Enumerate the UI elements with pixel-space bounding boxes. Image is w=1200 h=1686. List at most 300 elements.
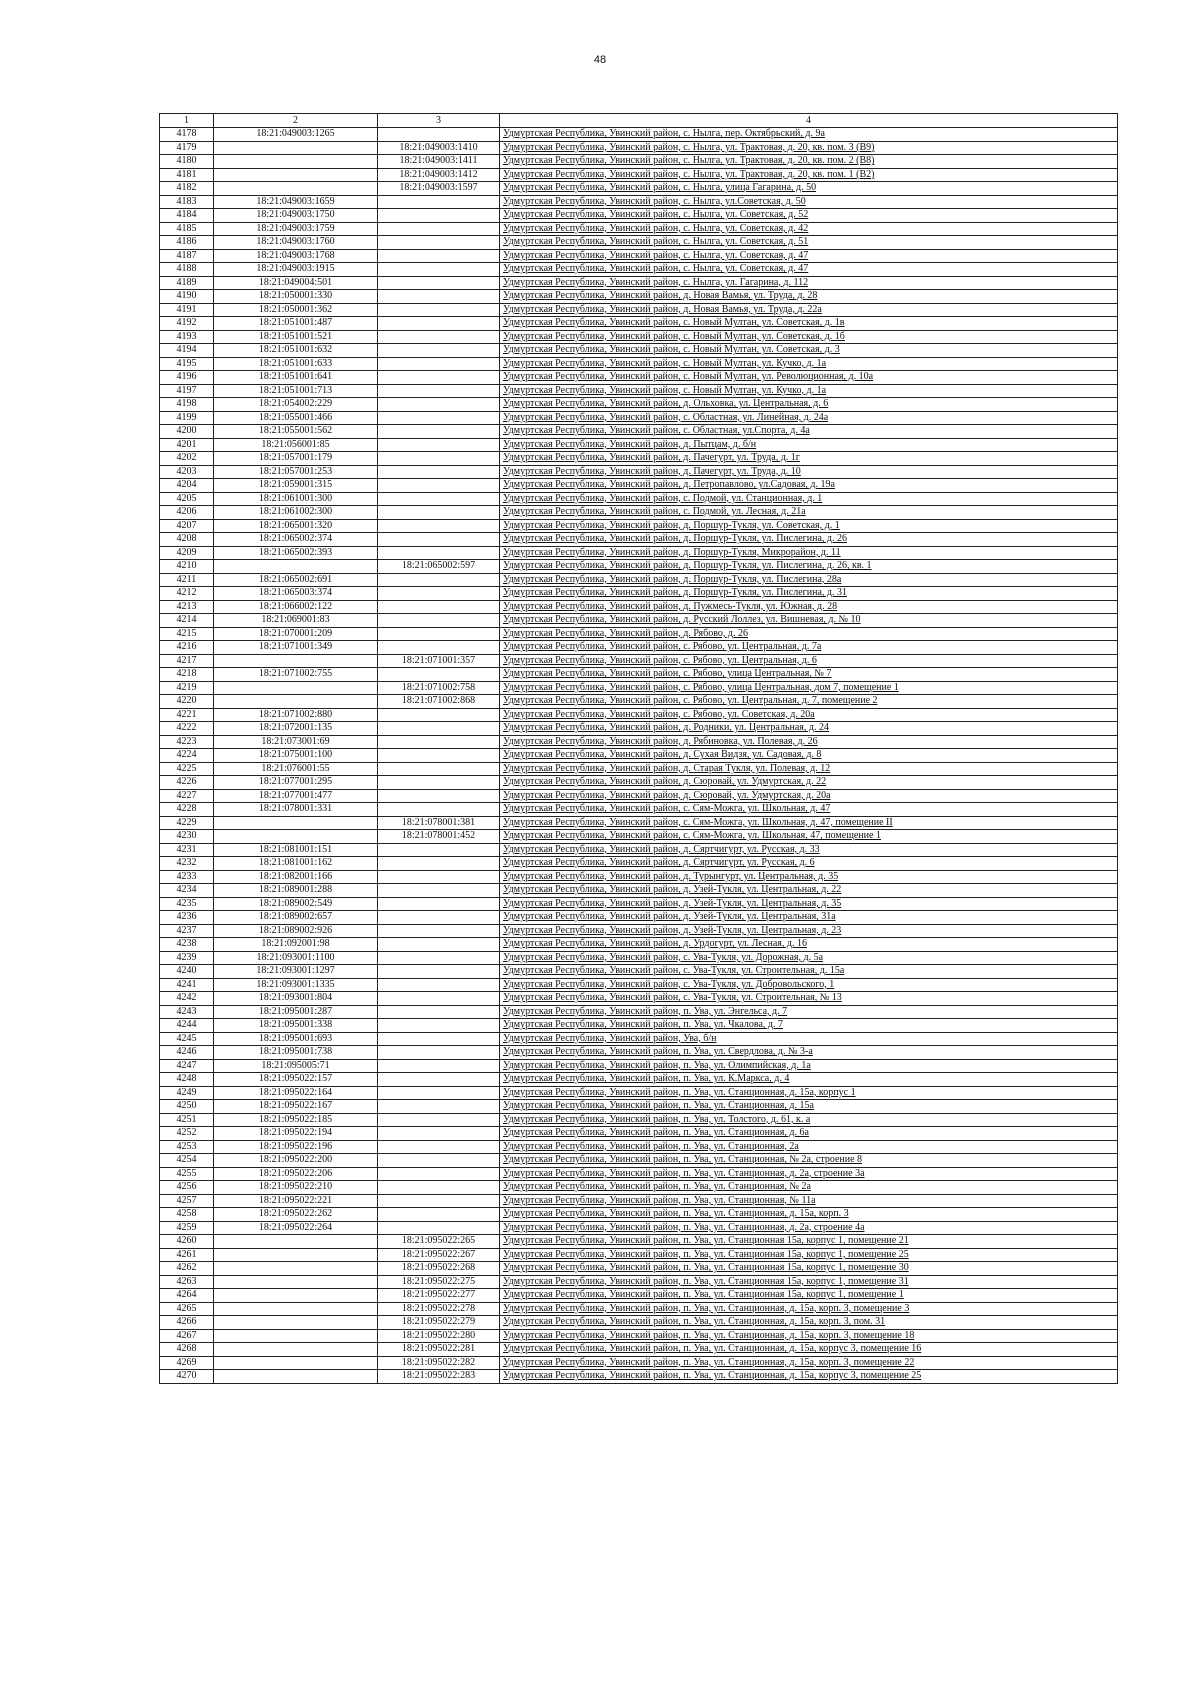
address-cell: Удмуртская Республика, Увинский район, д. Петропавлово, ул.Садовая, д. 19а (500, 479, 1118, 493)
row-number-cell: 4198 (160, 398, 214, 412)
row-number-cell: 4258 (160, 1208, 214, 1222)
table-row (160, 1073, 1118, 1087)
building-cadastral-number-cell: 18:21:071001:357 (378, 654, 500, 668)
address-cell: Удмуртская Республика, Увинский район, с. Ува-Тукля, ул. Дорожная, д. 5а (500, 951, 1118, 965)
land-cadastral-number-cell (214, 560, 378, 574)
land-cadastral-number-cell: 18:21:078001:331 (214, 803, 378, 817)
row-number-cell: 4241 (160, 978, 214, 992)
land-cadastral-number-cell: 18:21:071001:349 (214, 641, 378, 655)
building-cadastral-number-cell (378, 1073, 500, 1087)
address-cell: Удмуртская Республика, Увинский район, с. Сям-Можга, ул. Школьная, 47, помещение 1 (500, 830, 1118, 844)
row-number-cell: 4257 (160, 1194, 214, 1208)
building-cadastral-number-cell (378, 411, 500, 425)
building-cadastral-number-cell (378, 479, 500, 493)
land-cadastral-number-cell: 18:21:095022:185 (214, 1113, 378, 1127)
row-number-cell: 4270 (160, 1370, 214, 1384)
address-cell: Удмуртская Республика, Увинский район, с. Новый Мултан, ул. Советская, д. 1б (500, 330, 1118, 344)
land-cadastral-number-cell: 18:21:095005:71 (214, 1059, 378, 1073)
building-cadastral-number-cell (378, 762, 500, 776)
building-cadastral-number-cell (378, 209, 500, 223)
address-cell: Удмуртская Республика, Увинский район, с. Новый Мултан, ул. Советская, д. 1в (500, 317, 1118, 331)
row-number-cell: 4204 (160, 479, 214, 493)
land-cadastral-number-cell: 18:21:095022:157 (214, 1073, 378, 1087)
table-row (160, 155, 1118, 169)
address-cell: Удмуртская Республика, Увинский район, с. Нылга, ул. Трактовая, д. 20, кв. пом. 1 (В2) (500, 168, 1118, 182)
table-row (160, 857, 1118, 871)
row-number-cell: 4213 (160, 600, 214, 614)
building-cadastral-number-cell (378, 1221, 500, 1235)
table-row (160, 1316, 1118, 1330)
address-cell: Удмуртская Республика, Увинский район, д. Поршур-Тукля, ул. Пислегина, д. 26, кв. 1 (500, 560, 1118, 574)
registry-table (159, 113, 1118, 1384)
land-cadastral-number-cell: 18:21:049003:1760 (214, 236, 378, 250)
building-cadastral-number-cell (378, 290, 500, 304)
land-cadastral-number-cell: 18:21:095022:210 (214, 1181, 378, 1195)
address-cell: Удмуртская Республика, Увинский район, п. Ува, ул. Станционная, д. 15а, корп. 3, пом. 31 (500, 1316, 1118, 1330)
land-cadastral-number-cell: 18:21:065003:374 (214, 587, 378, 601)
building-cadastral-number-cell: 18:21:071002:758 (378, 681, 500, 695)
land-cadastral-number-cell: 18:21:056001:85 (214, 438, 378, 452)
land-cadastral-number-cell: 18:21:095022:196 (214, 1140, 378, 1154)
building-cadastral-number-cell (378, 1100, 500, 1114)
address-cell: Удмуртская Республика, Увинский район, п. Ува, ул. Толстого, д. 61, к. а (500, 1113, 1118, 1127)
table-row (160, 924, 1118, 938)
land-cadastral-number-cell: 18:21:077001:295 (214, 776, 378, 790)
land-cadastral-number-cell: 18:21:061002:300 (214, 506, 378, 520)
land-cadastral-number-cell (214, 1370, 378, 1384)
building-cadastral-number-cell (378, 236, 500, 250)
table-row (160, 344, 1118, 358)
row-number-cell: 4235 (160, 897, 214, 911)
building-cadastral-number-cell (378, 1140, 500, 1154)
table-row (160, 749, 1118, 763)
table-row (160, 546, 1118, 560)
row-number-cell: 4231 (160, 843, 214, 857)
land-cadastral-number-cell: 18:21:095022:164 (214, 1086, 378, 1100)
address-cell: Удмуртская Республика, Увинский район, д. Узей-Тукля, ул. Центральная, д. 35 (500, 897, 1118, 911)
land-cadastral-number-cell: 18:21:093001:1297 (214, 965, 378, 979)
building-cadastral-number-cell (378, 722, 500, 736)
row-number-cell: 4209 (160, 546, 214, 560)
address-cell: Удмуртская Республика, Увинский район, д. Новая Вамья, ул. Труда, д. 28 (500, 290, 1118, 304)
table-row (160, 870, 1118, 884)
row-number-cell: 4202 (160, 452, 214, 466)
table-row (160, 897, 1118, 911)
address-cell: Удмуртская Республика, Увинский район, с. Подмой, ул. Станционная, д. 1 (500, 492, 1118, 506)
land-cadastral-number-cell: 18:21:095022:206 (214, 1167, 378, 1181)
address-cell: Удмуртская Республика, Увинский район, д. Пытцам, д. б/н (500, 438, 1118, 452)
address-cell: Удмуртская Республика, Увинский район, д. Русский Лоллез, ул. Вишневая, д. № 10 (500, 614, 1118, 628)
row-number-cell: 4215 (160, 627, 214, 641)
address-cell: Удмуртская Республика, Увинский район, п. Ува, ул. Станционная, № 2а (500, 1181, 1118, 1195)
row-number-cell: 4229 (160, 816, 214, 830)
land-cadastral-number-cell (214, 654, 378, 668)
table-row (160, 1127, 1118, 1141)
land-cadastral-number-cell: 18:21:049003:1659 (214, 195, 378, 209)
table-row (160, 128, 1118, 142)
building-cadastral-number-cell (378, 398, 500, 412)
land-cadastral-number-cell: 18:21:049003:1759 (214, 222, 378, 236)
row-number-cell: 4269 (160, 1356, 214, 1370)
building-cadastral-number-cell: 18:21:095022:268 (378, 1262, 500, 1276)
row-number-cell: 4220 (160, 695, 214, 709)
building-cadastral-number-cell (378, 1059, 500, 1073)
land-cadastral-number-cell: 18:21:095001:338 (214, 1019, 378, 1033)
row-number-cell: 4182 (160, 182, 214, 196)
address-cell: Удмуртская Республика, Увинский район, п. Ува, ул. Станционная, 2а (500, 1140, 1118, 1154)
row-number-cell: 4222 (160, 722, 214, 736)
row-number-cell: 4185 (160, 222, 214, 236)
table-row (160, 1046, 1118, 1060)
land-cadastral-number-cell: 18:21:089001:288 (214, 884, 378, 898)
building-cadastral-number-cell: 18:21:049003:1597 (378, 182, 500, 196)
land-cadastral-number-cell: 18:21:051001:641 (214, 371, 378, 385)
table-row (160, 1343, 1118, 1357)
land-cadastral-number-cell: 18:21:095022:194 (214, 1127, 378, 1141)
header-row (160, 114, 1118, 128)
row-number-cell: 4205 (160, 492, 214, 506)
row-number-cell: 4207 (160, 519, 214, 533)
table-row (160, 357, 1118, 371)
building-cadastral-number-cell (378, 371, 500, 385)
table-row (160, 492, 1118, 506)
address-cell: Удмуртская Республика, Увинский район, Ува, б/н (500, 1032, 1118, 1046)
row-number-cell: 4187 (160, 249, 214, 263)
address-cell: Удмуртская Республика, Увинский район, д. Рябово, д. 26 (500, 627, 1118, 641)
building-cadastral-number-cell (378, 344, 500, 358)
table-row (160, 843, 1118, 857)
land-cadastral-number-cell: 18:21:057001:179 (214, 452, 378, 466)
building-cadastral-number-cell (378, 1208, 500, 1222)
table-row (160, 978, 1118, 992)
row-number-cell: 4200 (160, 425, 214, 439)
table-row (160, 600, 1118, 614)
building-cadastral-number-cell (378, 276, 500, 290)
building-cadastral-number-cell (378, 1046, 500, 1060)
address-cell: Удмуртская Республика, Увинский район, с. Ува-Тукля, ул. Строительная, № 13 (500, 992, 1118, 1006)
table-row (160, 290, 1118, 304)
address-cell: Удмуртская Республика, Увинский район, п. Ува, ул. Чкалова, д. 7 (500, 1019, 1118, 1033)
building-cadastral-number-cell (378, 317, 500, 331)
building-cadastral-number-cell (378, 465, 500, 479)
address-cell: Удмуртская Республика, Увинский район, д. Пачегурт, ул. Труда, д. 10 (500, 465, 1118, 479)
building-cadastral-number-cell (378, 965, 500, 979)
land-cadastral-number-cell: 18:21:051001:633 (214, 357, 378, 371)
address-cell: Удмуртская Республика, Увинский район, д. Поршур-Тукля, ул. Советская, д. 1 (500, 519, 1118, 533)
address-cell: Удмуртская Республика, Увинский район, д. Ольховка, ул. Центральная, д. 6 (500, 398, 1118, 412)
building-cadastral-number-cell: 18:21:049003:1411 (378, 155, 500, 169)
address-cell: Удмуртская Республика, Увинский район, д. Пачегурт, ул. Труда, д. 1г (500, 452, 1118, 466)
table-row (160, 1167, 1118, 1181)
table-row (160, 533, 1118, 547)
row-number-cell: 4239 (160, 951, 214, 965)
building-cadastral-number-cell (378, 425, 500, 439)
row-number-cell: 4246 (160, 1046, 214, 1060)
land-cadastral-number-cell: 18:21:081001:151 (214, 843, 378, 857)
page-number: 48 (593, 54, 607, 66)
land-cadastral-number-cell: 18:21:077001:477 (214, 789, 378, 803)
building-cadastral-number-cell (378, 641, 500, 655)
table-row (160, 695, 1118, 709)
table-row (160, 992, 1118, 1006)
row-number-cell: 4219 (160, 681, 214, 695)
building-cadastral-number-cell (378, 938, 500, 952)
address-cell: Удмуртская Республика, Увинский район, д. Родники, ул. Центральная, д. 24 (500, 722, 1118, 736)
land-cadastral-number-cell (214, 1316, 378, 1330)
land-cadastral-number-cell (214, 1289, 378, 1303)
table-row (160, 317, 1118, 331)
table-row (160, 1248, 1118, 1262)
land-cadastral-number-cell: 18:21:054002:229 (214, 398, 378, 412)
row-number-cell: 4255 (160, 1167, 214, 1181)
land-cadastral-number-cell: 18:21:049003:1265 (214, 128, 378, 142)
land-cadastral-number-cell: 18:21:093001:1100 (214, 951, 378, 965)
land-cadastral-number-cell (214, 1262, 378, 1276)
building-cadastral-number-cell (378, 870, 500, 884)
building-cadastral-number-cell (378, 128, 500, 142)
land-cadastral-number-cell: 18:21:095022:221 (214, 1194, 378, 1208)
building-cadastral-number-cell (378, 776, 500, 790)
building-cadastral-number-cell: 18:21:095022:278 (378, 1302, 500, 1316)
row-number-cell: 4210 (160, 560, 214, 574)
table-row (160, 1370, 1118, 1384)
table-row (160, 938, 1118, 952)
table-row (160, 789, 1118, 803)
table-row (160, 803, 1118, 817)
building-cadastral-number-cell: 18:21:095022:281 (378, 1343, 500, 1357)
row-number-cell: 4244 (160, 1019, 214, 1033)
address-cell: Удмуртская Республика, Увинский район, с. Новый Мултан, ул. Советская, д. 3 (500, 344, 1118, 358)
land-cadastral-number-cell: 18:21:061001:300 (214, 492, 378, 506)
address-cell: Удмуртская Республика, Увинский район, с. Нылга, ул. Советская, д. 52 (500, 209, 1118, 223)
land-cadastral-number-cell: 18:21:073001:69 (214, 735, 378, 749)
land-cadastral-number-cell (214, 1235, 378, 1249)
table-row (160, 398, 1118, 412)
building-cadastral-number-cell (378, 1113, 500, 1127)
address-cell: Удмуртская Республика, Увинский район, д. Поршур-Тукля, ул. Пислегина, д. 26 (500, 533, 1118, 547)
table-row (160, 195, 1118, 209)
building-cadastral-number-cell: 18:21:065002:597 (378, 560, 500, 574)
table-row (160, 884, 1118, 898)
address-cell: Удмуртская Республика, Увинский район, п. Ува, ул. К.Маркса, д. 4 (500, 1073, 1118, 1087)
table-row (160, 1181, 1118, 1195)
land-cadastral-number-cell (214, 1356, 378, 1370)
row-number-cell: 4263 (160, 1275, 214, 1289)
row-number-cell: 4194 (160, 344, 214, 358)
land-cadastral-number-cell: 18:21:049004:501 (214, 276, 378, 290)
address-cell: Удмуртская Республика, Увинский район, п. Ува, ул. Станционная, № 2а, строение 8 (500, 1154, 1118, 1168)
row-number-cell: 4261 (160, 1248, 214, 1262)
building-cadastral-number-cell (378, 195, 500, 209)
column-header-3: 3 (378, 114, 500, 128)
table-row (160, 222, 1118, 236)
building-cadastral-number-cell (378, 519, 500, 533)
address-cell: Удмуртская Республика, Увинский район, с. Нылга, ул. Советская, д. 42 (500, 222, 1118, 236)
table-row (160, 1140, 1118, 1154)
address-cell: Удмуртская Республика, Увинский район, п. Ува, ул. Станционная, д. 15а, корпус 3, помещение 25 (500, 1370, 1118, 1384)
building-cadastral-number-cell (378, 1032, 500, 1046)
address-cell: Удмуртская Республика, Увинский район, п. Ува, ул. Станционная, д. 15а, корп. 3, помещение 3 (500, 1302, 1118, 1316)
row-number-cell: 4183 (160, 195, 214, 209)
table-row (160, 411, 1118, 425)
table-row (160, 168, 1118, 182)
row-number-cell: 4259 (160, 1221, 214, 1235)
building-cadastral-number-cell: 18:21:095022:280 (378, 1329, 500, 1343)
table-row (160, 681, 1118, 695)
building-cadastral-number-cell: 18:21:095022:277 (378, 1289, 500, 1303)
land-cadastral-number-cell (214, 155, 378, 169)
row-number-cell: 4251 (160, 1113, 214, 1127)
row-number-cell: 4250 (160, 1100, 214, 1114)
building-cadastral-number-cell (378, 1167, 500, 1181)
building-cadastral-number-cell: 18:21:095022:282 (378, 1356, 500, 1370)
table-row (160, 708, 1118, 722)
address-cell: Удмуртская Республика, Увинский район, с. Рябово, ул. Центральная, д. 7а (500, 641, 1118, 655)
row-number-cell: 4248 (160, 1073, 214, 1087)
column-header-2: 2 (214, 114, 378, 128)
row-number-cell: 4252 (160, 1127, 214, 1141)
building-cadastral-number-cell (378, 330, 500, 344)
land-cadastral-number-cell: 18:21:095022:262 (214, 1208, 378, 1222)
building-cadastral-number-cell (378, 1127, 500, 1141)
land-cadastral-number-cell: 18:21:049003:1768 (214, 249, 378, 263)
land-cadastral-number-cell: 18:21:095001:738 (214, 1046, 378, 1060)
table-row (160, 1086, 1118, 1100)
building-cadastral-number-cell (378, 249, 500, 263)
building-cadastral-number-cell (378, 452, 500, 466)
address-cell: Удмуртская Республика, Увинский район, с. Нылга, улица Гагарина, д. 50 (500, 182, 1118, 196)
address-cell: Удмуртская Республика, Увинский район, с. Нылга, ул. Гагарина, д. 112 (500, 276, 1118, 290)
row-number-cell: 4242 (160, 992, 214, 1006)
building-cadastral-number-cell: 18:21:095022:275 (378, 1275, 500, 1289)
table-row (160, 263, 1118, 277)
table-row (160, 371, 1118, 385)
land-cadastral-number-cell: 18:21:065002:691 (214, 573, 378, 587)
address-cell: Удмуртская Республика, Увинский район, п. Ува, ул. Олимпийская, д. 1а (500, 1059, 1118, 1073)
address-cell: Удмуртская Республика, Увинский район, с. Нылга, пер. Октябрьский, д. 9а (500, 128, 1118, 142)
address-cell: Удмуртская Республика, Увинский район, с. Нылга, ул. Советская, д. 47 (500, 249, 1118, 263)
land-cadastral-number-cell (214, 830, 378, 844)
row-number-cell: 4186 (160, 236, 214, 250)
row-number-cell: 4265 (160, 1302, 214, 1316)
building-cadastral-number-cell (378, 573, 500, 587)
building-cadastral-number-cell (378, 506, 500, 520)
building-cadastral-number-cell (378, 614, 500, 628)
table-row (160, 614, 1118, 628)
row-number-cell: 4217 (160, 654, 214, 668)
building-cadastral-number-cell (378, 627, 500, 641)
address-cell: Удмуртская Республика, Увинский район, с. Новый Мултан, ул. Кучко, д. 1а (500, 357, 1118, 371)
address-cell: Удмуртская Республика, Увинский район, д. Сухая Видзя, ул. Садовая, д. 8 (500, 749, 1118, 763)
table-row (160, 1275, 1118, 1289)
building-cadastral-number-cell (378, 384, 500, 398)
address-cell: Удмуртская Республика, Увинский район, с. Сям-Можга, ул. Школьная, д. 47, помещение II (500, 816, 1118, 830)
building-cadastral-number-cell: 18:21:078001:381 (378, 816, 500, 830)
table-row (160, 1289, 1118, 1303)
address-cell: Удмуртская Республика, Увинский район, с. Нылга, ул. Трактовая, д. 20, кв. пом. 2 (В8) (500, 155, 1118, 169)
table-row (160, 1005, 1118, 1019)
address-cell: Удмуртская Республика, Увинский район, д. Новая Вамья, ул. Труда, д. 22а (500, 303, 1118, 317)
row-number-cell: 4195 (160, 357, 214, 371)
land-cadastral-number-cell (214, 182, 378, 196)
row-number-cell: 4240 (160, 965, 214, 979)
building-cadastral-number-cell (378, 978, 500, 992)
building-cadastral-number-cell: 18:21:095022:279 (378, 1316, 500, 1330)
land-cadastral-number-cell: 18:21:093001:1335 (214, 978, 378, 992)
address-cell: Удмуртская Республика, Увинский район, п. Ува, ул. Станционная, № 11а (500, 1194, 1118, 1208)
address-cell: Удмуртская Республика, Увинский район, с. Нылга, ул. Советская, д. 47 (500, 263, 1118, 277)
table-row (160, 1154, 1118, 1168)
table-row (160, 330, 1118, 344)
building-cadastral-number-cell (378, 843, 500, 857)
land-cadastral-number-cell: 18:21:089002:926 (214, 924, 378, 938)
land-cadastral-number-cell (214, 695, 378, 709)
address-cell: Удмуртская Республика, Увинский район, с. Нылга, ул. Трактовая, д. 20, кв. пом. 3 (В9) (500, 141, 1118, 155)
table-row (160, 1194, 1118, 1208)
land-cadastral-number-cell (214, 1275, 378, 1289)
table-row (160, 438, 1118, 452)
table-row (160, 425, 1118, 439)
building-cadastral-number-cell: 18:21:078001:452 (378, 830, 500, 844)
land-cadastral-number-cell (214, 1343, 378, 1357)
address-cell: Удмуртская Республика, Увинский район, с. Нылга, ул. Советская, д. 51 (500, 236, 1118, 250)
land-cadastral-number-cell: 18:21:050001:362 (214, 303, 378, 317)
table-row (160, 276, 1118, 290)
building-cadastral-number-cell: 18:21:071002:868 (378, 695, 500, 709)
table-row (160, 830, 1118, 844)
table-row (160, 560, 1118, 574)
land-cadastral-number-cell: 18:21:069001:83 (214, 614, 378, 628)
building-cadastral-number-cell (378, 1019, 500, 1033)
table-row (160, 735, 1118, 749)
land-cadastral-number-cell: 18:21:059001:315 (214, 479, 378, 493)
land-cadastral-number-cell: 18:21:095001:287 (214, 1005, 378, 1019)
table-row (160, 573, 1118, 587)
land-cadastral-number-cell: 18:21:092001:98 (214, 938, 378, 952)
building-cadastral-number-cell (378, 992, 500, 1006)
table-row (160, 1262, 1118, 1276)
address-cell: Удмуртская Республика, Увинский район, п. Ува, ул. Энгельса, д. 7 (500, 1005, 1118, 1019)
table-row (160, 911, 1118, 925)
land-cadastral-number-cell: 18:21:072001:135 (214, 722, 378, 736)
table-row (160, 384, 1118, 398)
table-row (160, 506, 1118, 520)
table-row (160, 182, 1118, 196)
land-cadastral-number-cell (214, 168, 378, 182)
land-cadastral-number-cell: 18:21:055001:466 (214, 411, 378, 425)
building-cadastral-number-cell (378, 884, 500, 898)
building-cadastral-number-cell: 18:21:095022:283 (378, 1370, 500, 1384)
address-cell: Удмуртская Республика, Увинский район, д. Рябиновка, ул. Полевая, д. 26 (500, 735, 1118, 749)
building-cadastral-number-cell (378, 263, 500, 277)
address-cell: Удмуртская Республика, Увинский район, д. Поршур-Тукля, ул. Пислегина, 28а (500, 573, 1118, 587)
address-cell: Удмуртская Республика, Увинский район, п. Ува, ул. Станционная, д. 15а, корпус 1 (500, 1086, 1118, 1100)
row-number-cell: 4180 (160, 155, 214, 169)
address-cell: Удмуртская Республика, Увинский район, д. Сяртчигурт, ул. Русская, д. 6 (500, 857, 1118, 871)
building-cadastral-number-cell (378, 789, 500, 803)
address-cell: Удмуртская Республика, Увинский район, с. Ува-Тукля, ул. Строительная, д. 15а (500, 965, 1118, 979)
building-cadastral-number-cell (378, 857, 500, 871)
row-number-cell: 4253 (160, 1140, 214, 1154)
row-number-cell: 4247 (160, 1059, 214, 1073)
land-cadastral-number-cell: 18:21:050001:330 (214, 290, 378, 304)
table-row (160, 587, 1118, 601)
land-cadastral-number-cell: 18:21:095022:264 (214, 1221, 378, 1235)
row-number-cell: 4224 (160, 749, 214, 763)
building-cadastral-number-cell: 18:21:095022:267 (378, 1248, 500, 1262)
building-cadastral-number-cell (378, 1194, 500, 1208)
building-cadastral-number-cell (378, 533, 500, 547)
